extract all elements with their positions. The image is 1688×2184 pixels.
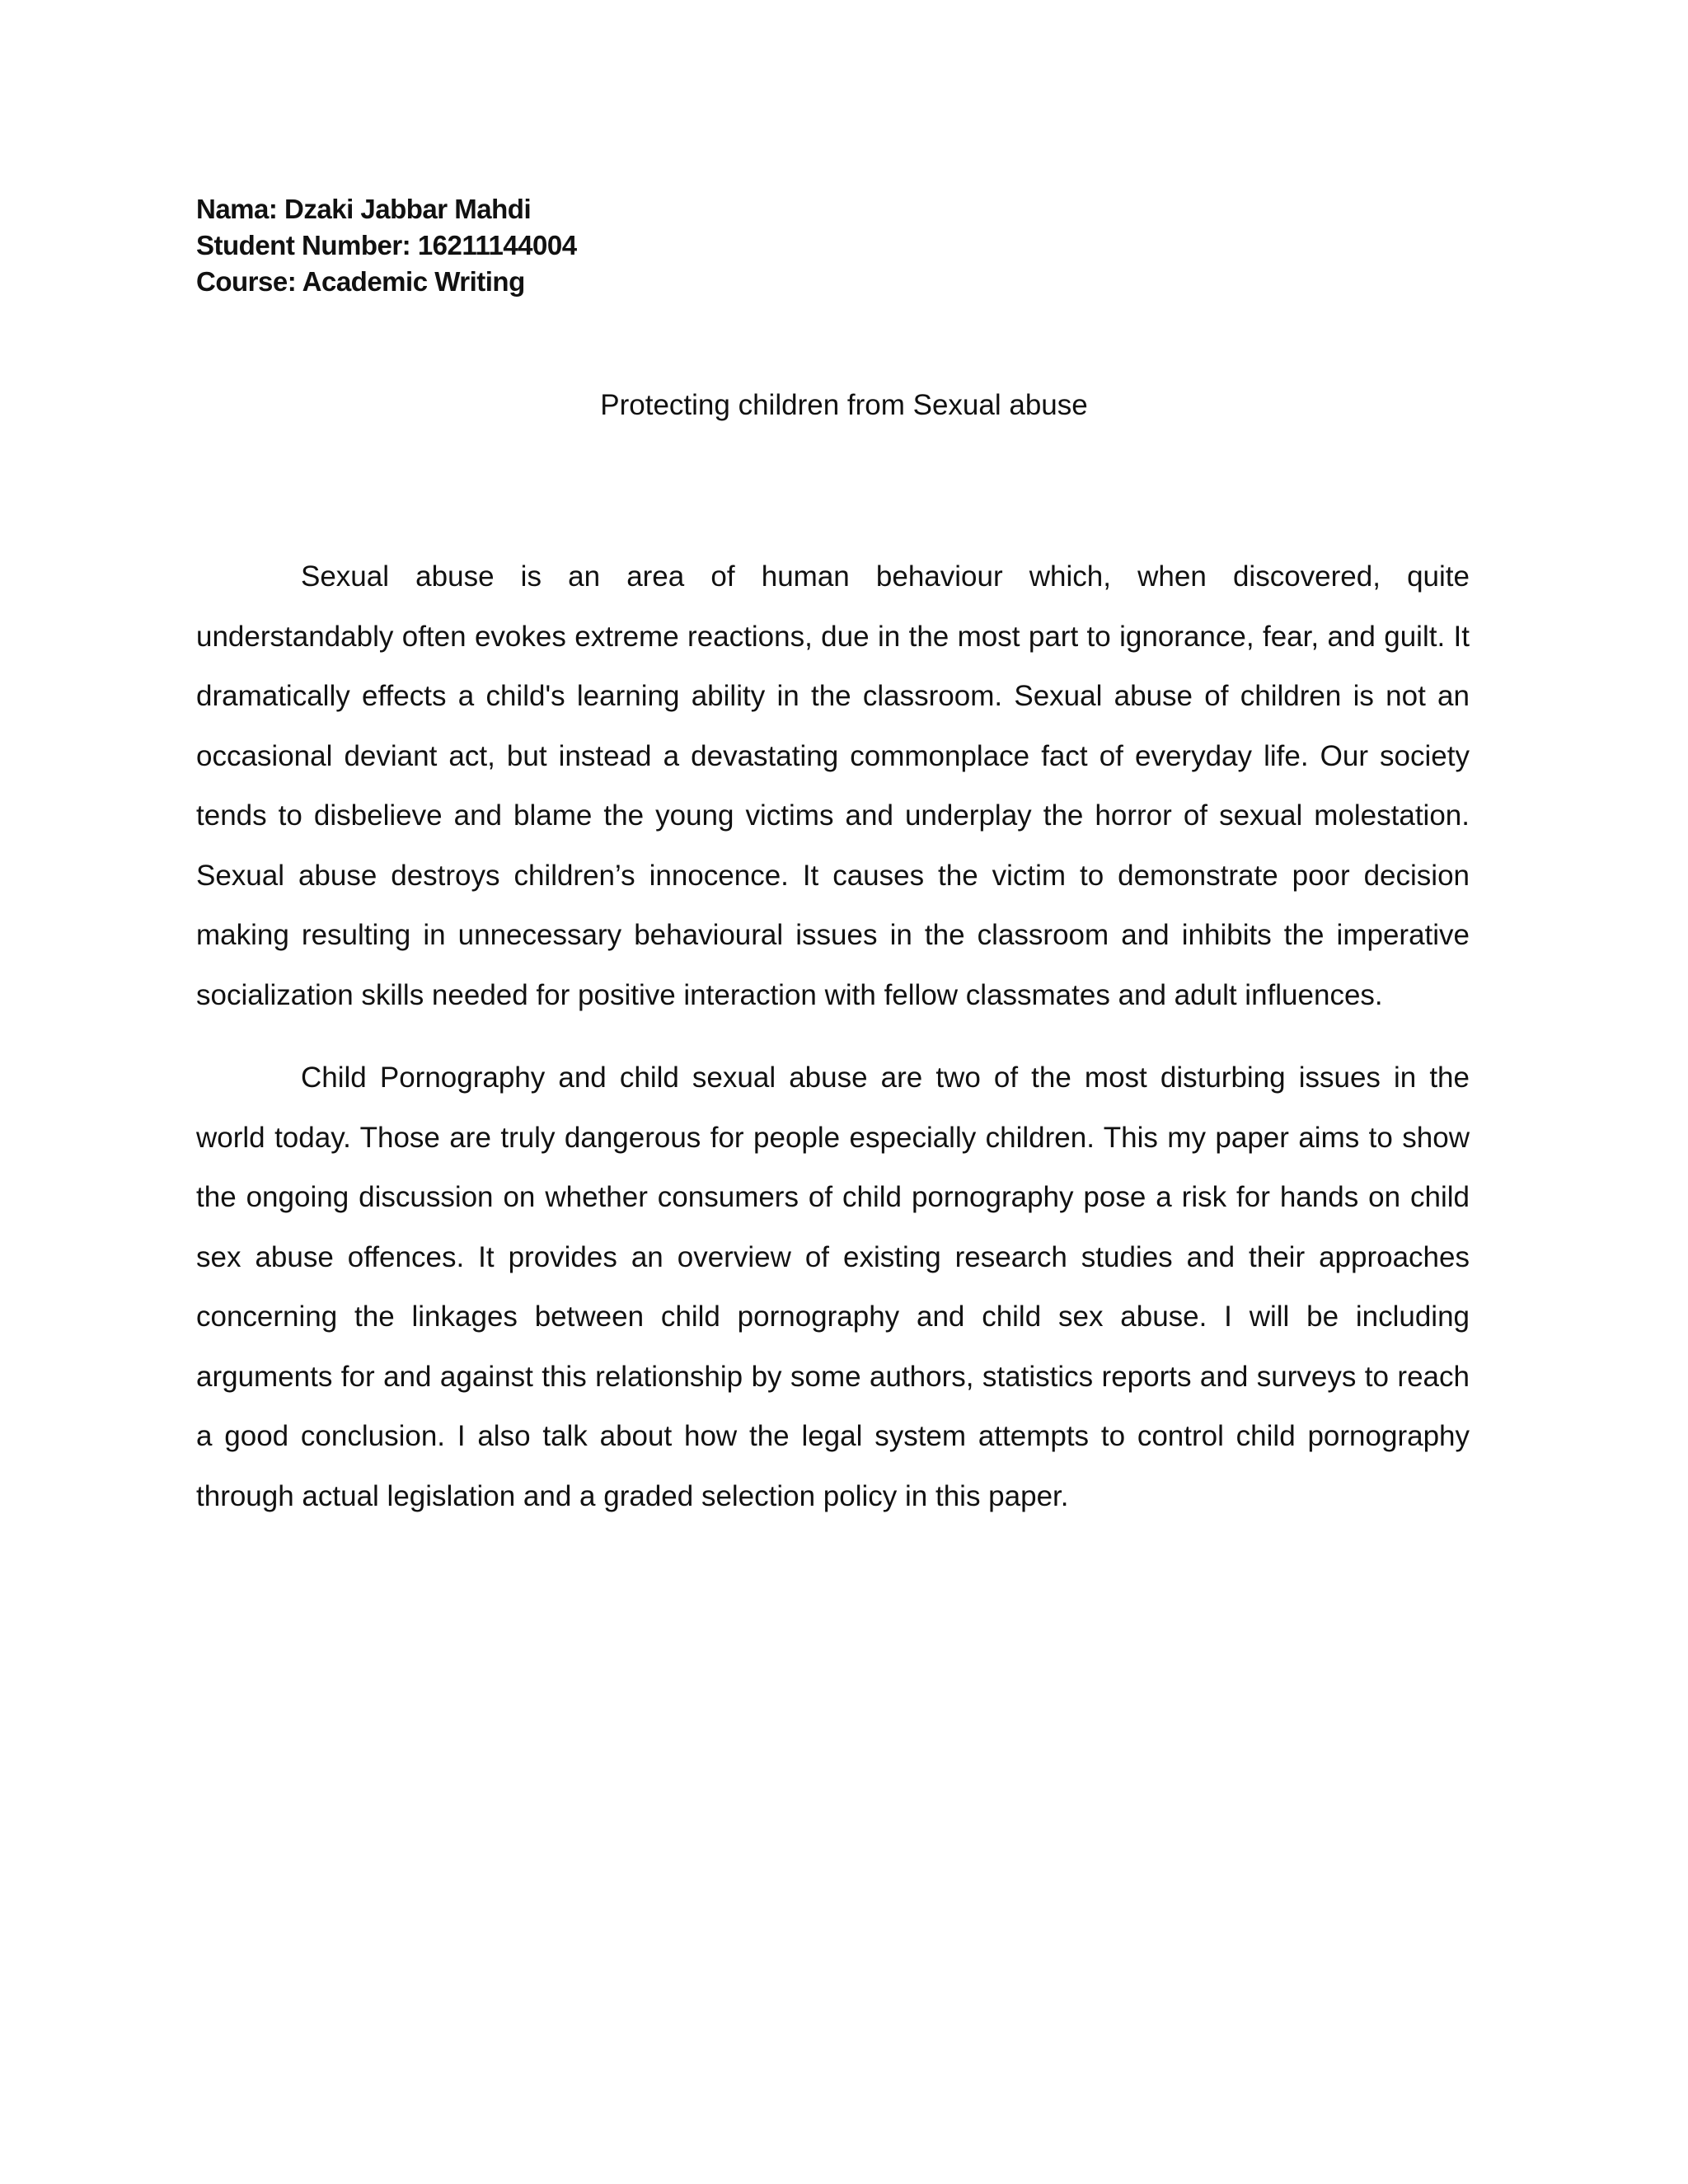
document-title: Protecting children from Sexual abuse — [600, 389, 1088, 421]
student-name: Nama: Dzaki Jabbar Mahdi — [196, 194, 532, 224]
paragraph-2: Child Pornography and child sexual abuse are two of the most disturbing issues in the world today. Those are truly dangerous for people especially children. This my paper aims to show the ongoing discussion on whether consumers of child pornography pose a risk for hands on child sex abuse offences. It provides an overview of existing research studies and their approaches concerning the linkages between child pornography and child sex abuse. I will be including arguments for and against this relationship by some authors, statistics reports and surveys to reach a good conclusion. I also talk about how the legal system attempts to control child pornography through actual legislation and a graded selection policy in this paper. — [196, 1062, 1470, 1512]
student-info-block — [196, 191, 938, 300]
document-body — [196, 547, 1470, 1526]
paragraph-1: Sexual abuse is an area of human behaviour which, when discovered, quite understandably often evokes extreme reactions, due in the most part to ignorance, fear, and guilt. It dramatically effects a child's learning ability in the classroom. Sexual abuse of children is not an occasional deviant act, but instead a devastating commonplace fact of everyday life. Our society tends to disbelieve and blame the young victims and underplay the horror of sexual molestation. Sexual abuse destroys children’s innocence. It causes the victim to demonstrate poor decision making resulting in unnecessary behavioural issues in the classroom and inhibits the imperative socialization skills needed for positive interaction with fellow classmates and adult influences. — [196, 560, 1470, 1011]
course-name: Course: Academic Writing — [196, 266, 525, 297]
student-number: Student Number: 16211144004 — [196, 230, 577, 260]
